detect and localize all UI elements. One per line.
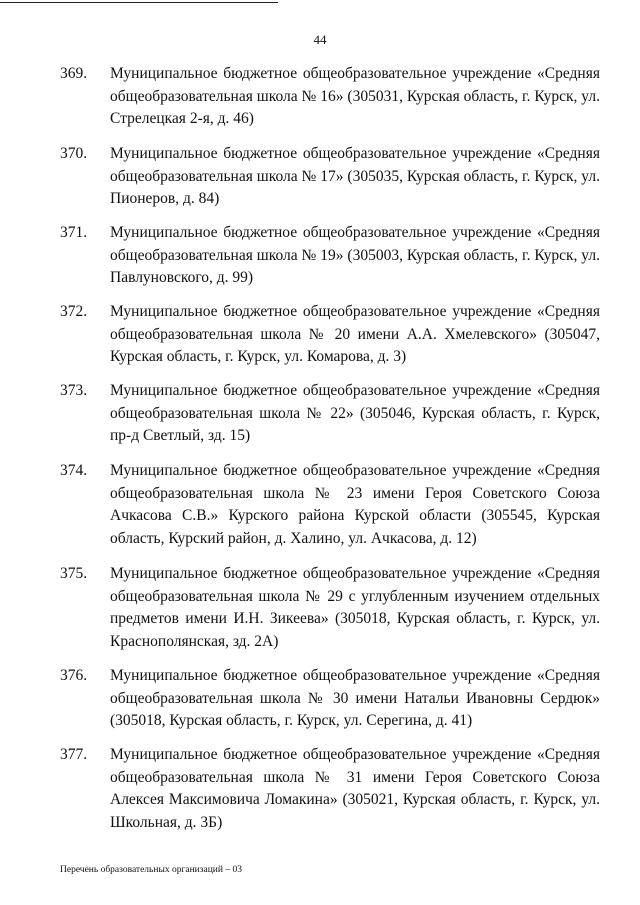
entry-number: 370. — [60, 145, 88, 162]
list-item — [60, 63, 600, 131]
entry-number: 371. — [60, 224, 88, 241]
entry-text: Муниципальное бюджетное общеобразовательное учреждение «Средняя общеобразовательная школа № 17» (305035, Курская область, г. Курск, ул. Пионеров, д. 84) — [110, 145, 600, 207]
entry-number: 374. — [60, 462, 88, 479]
list-item — [60, 380, 600, 448]
page-number: 44 — [313, 32, 327, 47]
footer: Перечень образовательных организаций – 03 — [60, 865, 242, 875]
list-item — [60, 563, 600, 653]
entry-number: 377. — [60, 746, 88, 763]
entry-text: Муниципальное бюджетное общеобразовательное учреждение «Средняя общеобразовательная школа № 19» (305003, Курская область, г. Курск, ул. Павлуновского, д. 99) — [110, 224, 600, 286]
list-item — [60, 665, 600, 733]
entry-text: Муниципальное бюджетное общеобразовательное учреждение «Средняя общеобразовательная школа № 31 имени Героя Советского Союза Алексея Максимовича Ломакина» (305021, Курская область, г. Курск, ул. Школьная, д. 3Б) — [110, 746, 600, 831]
entry-number: 372. — [60, 303, 88, 320]
entry-text: Муниципальное бюджетное общеобразовательное учреждение «Средняя общеобразовательная школа № 29 с углубленным изучением отдельных предметов имени И.Н. Зикеева» (305018, Курская область, г. Курск, ул. Краснополянская, зд. 2А) — [110, 565, 600, 650]
list-item — [60, 301, 600, 369]
entry-text: Муниципальное бюджетное общеобразовательное учреждение «Средняя общеобразовательная школа № 30 имени Натальи Ивановны Сердюк» (305018, Курская область, г. Курск, ул. Серегина, д. 41) — [110, 667, 600, 729]
list-item — [60, 222, 600, 290]
list-item — [60, 744, 600, 834]
entry-number: 376. — [60, 667, 88, 684]
entry-text: Муниципальное бюджетное общеобразовательное учреждение «Средняя общеобразовательная школа № 16» (305031, Курская область, г. Курск, ул. Стрелецкая 2-я, д. 46) — [110, 65, 600, 127]
top-rule — [0, 2, 278, 3]
entry-number: 369. — [60, 65, 88, 82]
list-item — [60, 143, 600, 211]
entry-number: 375. — [60, 565, 88, 582]
entry-text: Муниципальное бюджетное общеобразовательное учреждение «Средняя общеобразовательная школа № 22» (305046, Курская область, г. Курск, пр-д Светлый, зд. 15) — [110, 382, 600, 444]
entry-text: Муниципальное бюджетное общеобразовательное учреждение «Средняя общеобразовательная школа № 23 имени Героя Советского Союза Ачкасова С.В.» Курского района Курской области (305545, Курская область, Курский район, д. Халино, ул. Ачкасова, д. 12) — [110, 462, 600, 547]
entry-text: Муниципальное бюджетное общеобразовательное учреждение «Средняя общеобразовательная школа № 20 имени А.А. Хмелевского» (305047, Курская область, г. Курск, ул. Комарова, д. 3) — [110, 303, 600, 365]
entry-number: 373. — [60, 382, 88, 399]
list-item — [60, 460, 600, 550]
